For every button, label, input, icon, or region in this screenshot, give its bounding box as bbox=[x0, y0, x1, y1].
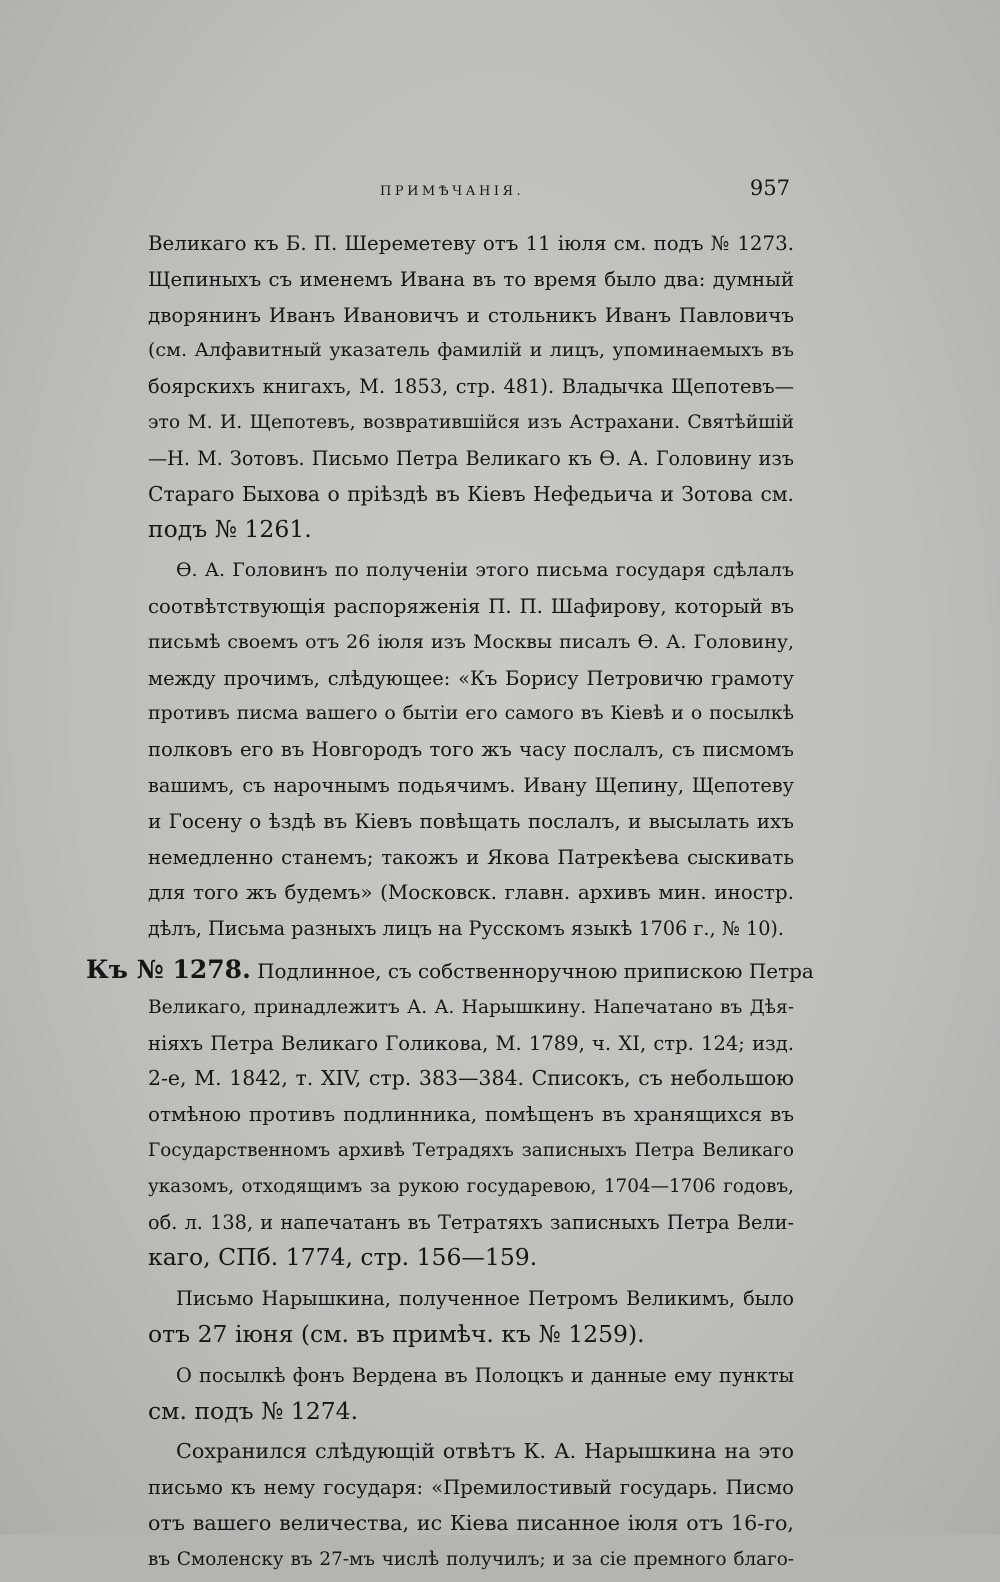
text-line bbox=[148, 804, 794, 840]
text-line bbox=[86, 1169, 794, 1205]
line-text: для того жъ будемъ» (Московск. главн. архивъ мин. иностр. bbox=[148, 881, 794, 905]
text-line bbox=[86, 1240, 794, 1276]
text-line bbox=[148, 226, 794, 262]
text-line bbox=[148, 405, 794, 441]
line-text: письмо къ нему государя: «Премилостивый государь. Писмо bbox=[148, 1476, 794, 1500]
text-line bbox=[148, 1358, 794, 1394]
text-line bbox=[148, 768, 794, 804]
line-text: боярскихъ книгахъ, М. 1853, стр. 481). Владычка Щепотевъ— bbox=[148, 375, 794, 399]
text-line bbox=[148, 1542, 794, 1578]
line-text: Подлинное, съ собственноручною припискою Петра bbox=[257, 958, 814, 983]
line-text: отмѣною противъ подлинника, помѣщенъ въ хранящихся въ bbox=[148, 1103, 794, 1127]
line-text: ніяхъ Петра Великаго Голикова, М. 1789, ч. XI, стр. 124; изд. bbox=[148, 1031, 794, 1055]
paragraph bbox=[86, 952, 814, 1276]
text-line bbox=[148, 262, 794, 298]
line-text: соотвѣтствующія распоряженія П. П. Шафирову, который въ bbox=[148, 594, 794, 618]
text-line bbox=[148, 875, 794, 911]
line-text: полковъ его въ Новгородъ того жъ часу послалъ, съ писмомъ bbox=[148, 738, 794, 762]
text-line bbox=[86, 1205, 794, 1241]
line-text: Письмо Нарышкина, полученное Петромъ Великимъ, было bbox=[176, 1287, 794, 1311]
line-text: отъ 27 іюня (см. въ примѣч. къ № 1259). bbox=[148, 1319, 645, 1348]
note-reference: Къ № 1278. bbox=[86, 954, 251, 984]
text-line bbox=[86, 1133, 794, 1169]
paragraph bbox=[148, 553, 794, 947]
text-line bbox=[86, 952, 814, 990]
text-line bbox=[148, 911, 794, 947]
line-text: (см. Алфавитный указатель фамилій и лицъ, упоминаемыхъ въ bbox=[148, 339, 794, 362]
paragraph bbox=[148, 226, 794, 548]
line-text: въ Смоленску въ 27-мъ числѣ получилъ; и за сіе премного благо- bbox=[148, 1548, 794, 1570]
paragraph bbox=[148, 1358, 794, 1430]
page-header bbox=[148, 176, 794, 206]
line-text: Стараго Быхова о пріѣздѣ въ Кіевъ Нефедьича и Зотова см. bbox=[148, 481, 794, 506]
line-text: см. подъ № 1274. bbox=[148, 1396, 359, 1425]
text-line bbox=[148, 589, 794, 625]
line-text: указомъ, отходящимъ за рукою государевою, 1704—1706 годовъ, bbox=[148, 1175, 794, 1197]
text-line bbox=[148, 732, 794, 768]
text-line bbox=[86, 1061, 794, 1097]
text-line bbox=[148, 369, 794, 405]
text-line bbox=[148, 625, 794, 661]
page-number: 957 bbox=[749, 176, 790, 200]
text-line bbox=[148, 333, 794, 369]
line-text: немедленно станемъ; такожъ и Якова Патрекѣева сыскивать bbox=[148, 845, 794, 869]
text-line bbox=[148, 1281, 794, 1317]
body-text bbox=[86, 226, 814, 1582]
paragraph bbox=[148, 1281, 794, 1353]
text-line bbox=[148, 661, 794, 697]
line-text: —Н. М. Зотовъ. Письмо Петра Великаго къ Ѳ. А. Головину изъ bbox=[148, 446, 794, 470]
line-text: Великаго къ Б. П. Шереметеву отъ 11 іюля см. подъ № 1273. bbox=[148, 232, 794, 255]
paragraph bbox=[148, 1434, 794, 1577]
text-line bbox=[148, 441, 794, 477]
line-text: вашимъ, съ нарочнымъ подьячимъ. Ивану Щепину, Щепотеву bbox=[148, 773, 794, 797]
line-text: письмѣ своемъ отъ 26 іюля изъ Москвы писалъ Ѳ. А. Головину, bbox=[148, 630, 794, 653]
line-text: между прочимъ, слѣдующее: «Къ Борису Петровичю грамоту bbox=[148, 666, 794, 690]
text-line bbox=[86, 990, 794, 1026]
text-line bbox=[148, 512, 794, 548]
line-text: Щепиныхъ съ именемъ Ивана въ то время было два: думный bbox=[148, 267, 794, 291]
text-line bbox=[86, 1097, 794, 1133]
text-line bbox=[148, 1506, 794, 1542]
text-line bbox=[148, 298, 794, 334]
line-text: подъ № 1261. bbox=[148, 515, 312, 544]
line-text: дворянинъ Иванъ Ивановичъ и стольникъ Иванъ Павловичъ bbox=[148, 303, 794, 327]
line-text: дѣлъ, Письма разныхъ лицъ на Русскомъ языкѣ 1706 г., № 10). bbox=[148, 917, 784, 941]
line-text: О посылкѣ фонъ Вердена въ Полоцкъ и данные ему пункты bbox=[176, 1363, 794, 1387]
line-text: отъ вашего величества, ис Кіева писанное іюля отъ 16-го, bbox=[148, 1510, 794, 1535]
line-text: Сохранился слѣдующій отвѣтъ К. А. Нарышкина на это bbox=[176, 1439, 794, 1464]
line-text: Государственномъ архивѣ Тетрадяхъ записныхъ Петра Великаго bbox=[148, 1139, 794, 1161]
text-line bbox=[148, 1434, 794, 1470]
line-text: противъ писма вашего о бытіи его самого въ Кіевѣ и о посылкѣ bbox=[148, 702, 794, 725]
text-line bbox=[148, 553, 794, 589]
text-line bbox=[148, 696, 794, 732]
line-text: об. л. 138, и напечатанъ въ Тетратяхъ записныхъ Петра Вели- bbox=[148, 1210, 794, 1234]
line-text: Великаго, принадлежитъ А. А. Нарышкину. Напечатано въ Дѣя- bbox=[148, 996, 794, 1018]
line-text: Ѳ. А. Головинъ по полученіи этого письма государя сдѣлалъ bbox=[176, 559, 794, 582]
text-line bbox=[148, 1470, 794, 1506]
line-text: каго, СПб. 1774, стр. 156—159. bbox=[148, 1243, 538, 1272]
text-line bbox=[148, 477, 794, 513]
running-head: ПРИМѢЧАНІЯ. bbox=[380, 184, 525, 199]
line-text: это М. И. Щепотевъ, возвратившійся изъ Астрахани. Святѣйшій bbox=[148, 411, 794, 433]
line-text: 2-е, М. 1842, т. XIV, стр. 383—384. Списокъ, съ небольшою bbox=[148, 1066, 794, 1091]
text-line bbox=[148, 1394, 794, 1430]
text-line bbox=[148, 840, 794, 876]
text-line bbox=[148, 1317, 794, 1353]
line-text: и Госену о ѣздѣ въ Кіевъ повѣщать послалъ, и высылать ихъ bbox=[148, 808, 794, 833]
text-line bbox=[86, 1026, 794, 1062]
